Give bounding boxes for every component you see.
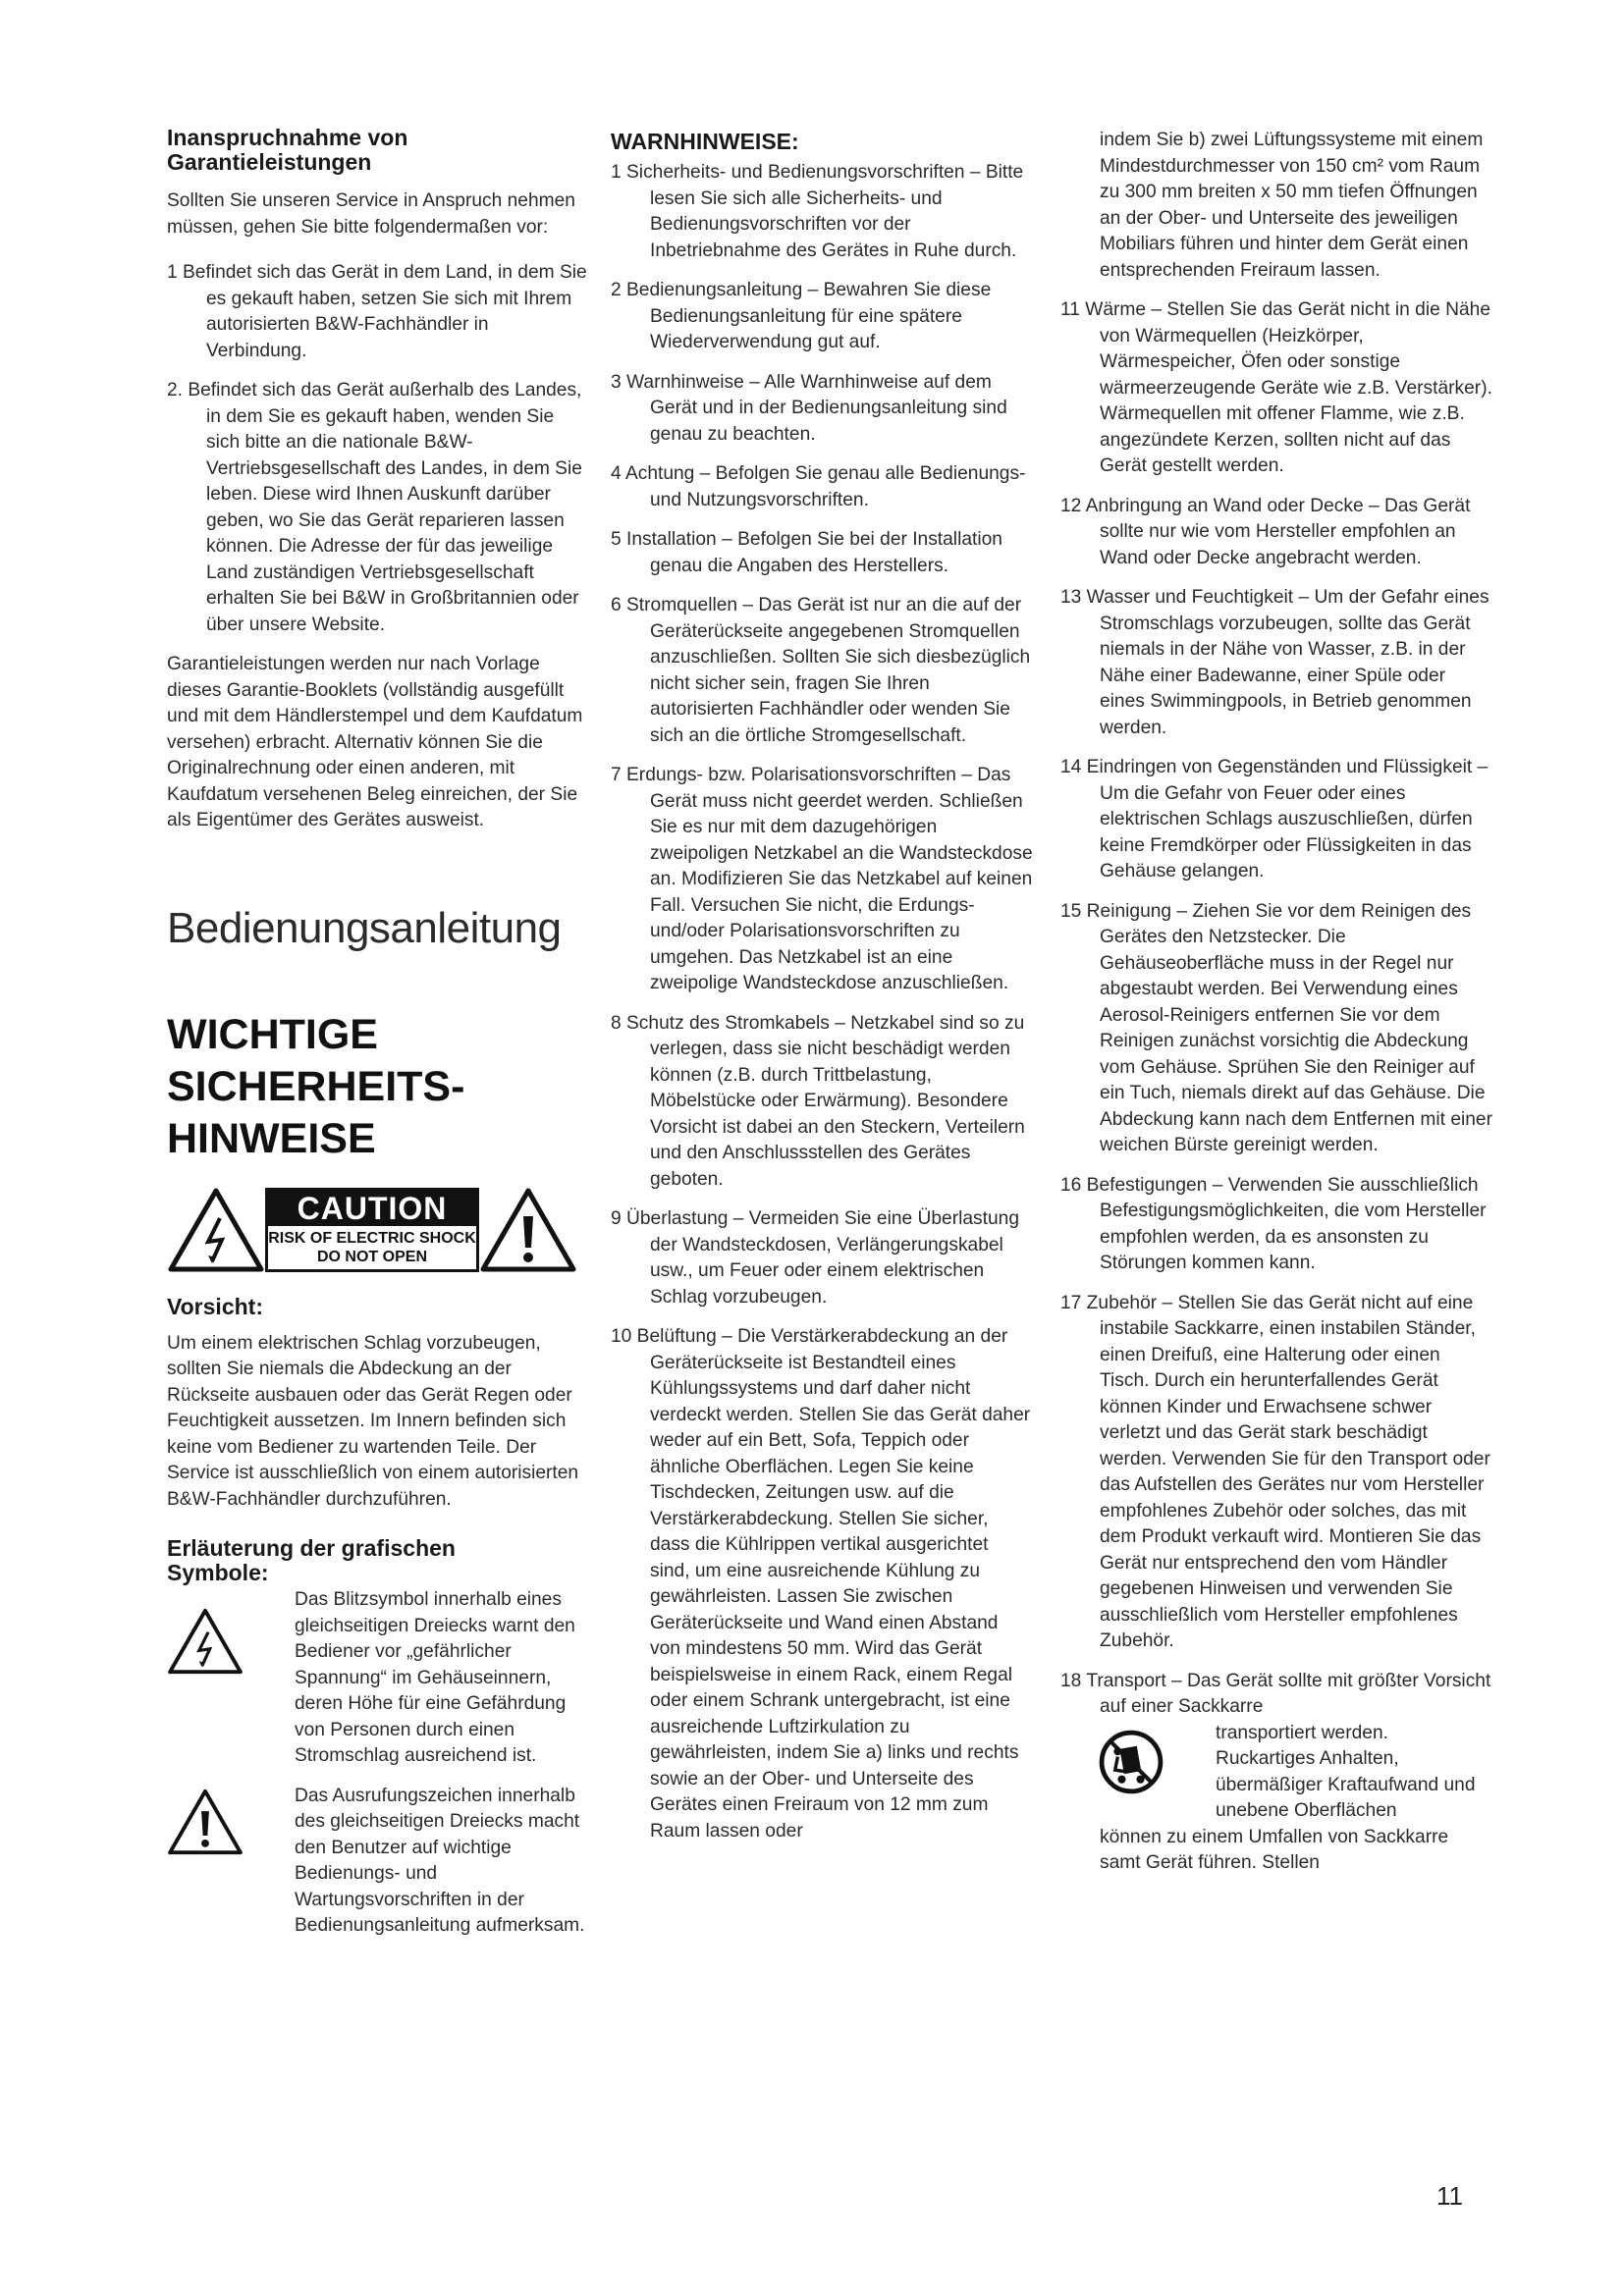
- symbol-exclaim-text: Das Ausrufungszeichen innerhalb des gleichseitigen Dreiecks macht den Benutzer auf wichtige Bedienungs- und Wartungsvorschriften in der Bedienungsanleitung aufmerksam.: [295, 1785, 585, 1936]
- safety-title: WICHTIGE SICHERHEITS-HINWEISE: [167, 1010, 465, 1162]
- caution-label: [167, 1187, 577, 1273]
- column-right: [1060, 128, 1492, 1877]
- warning-item-15: 15 Reinigung – Ziehen Sie vor dem Reinigen des Gerätes den Netzstecker. Die Gehäuseoberfläche muss in der Regel nur abgestaubt werden. Bei Verwendung eines Aerosol-Reinigers entfernen Sie vor dem Reinigen zunächst vorsichtig die Abdeckung vom Gehäuse. Sprühen Sie den Reiniger auf ein Tuch, niemals direkt auf das Gehäuse. Die Abdeckung kann nach dem Entfernen mit einer weichen Bürste gereinigt werden.: [1060, 900, 1492, 1155]
- warning-item-11: 11 Wärme – Stellen Sie das Gerät nicht in die Nähe von Wärmequellen (Heizkörper, Wärmespeicher, Öfen oder sonstige wärmeerzeugende Geräte wie z.B. Verstärker). Wärmequellen mit offener Flamme, wie z.B. angezündete Kerzen, sollten nicht auf das Gerät gestellt werden.: [1060, 299, 1492, 476]
- warning-item-2: 2 Bedienungsanleitung – Bewahren Sie diese Bedienungsanleitung für eine spätere Wiederverwendung gut auf.: [611, 280, 992, 352]
- warning-item-9: 9 Überlastung – Vermeiden Sie eine Überlastung der Wandsteckdosen, Verlängerungskabel usw., um Feuer oder einem elektrischen Schlag vorzubeugen.: [611, 1208, 1019, 1308]
- column-middle: [611, 126, 1033, 1844]
- symbol-lightning-icon-wrap: [167, 1587, 295, 1681]
- vorsicht-text: Um einem elektrischen Schlag vorzubeugen, sollten Sie niemals die Abdeckung an der Rückseite ausbauen oder das Gerät Regen oder Feuchtigkeit aussetzen. Im Innern befinden sich keine vom Bediener zu wartenden Teile. Der Service ist ausschließlich von einem autorisierten B&W-Fachhändler durchzuführen.: [167, 1332, 579, 1510]
- warning-item-10: 10 Belüftung – Die Verstärkerabdeckung an der Geräterückseite ist Bestandteil eines Kühlungssystems und darf daher nicht verdeckt werden. Stellen Sie das Gerät daher weder auf ein Bett, Sofa, Teppich oder ähnliche Oberflächen. Legen Sie keine Tischdecken, Zeitungen usw. auf die Verstärkerabdeckung. Stellen Sie sicher, dass die Kühlrippen vertikal ausgerichtet sind, um eine ausreichende Kühlung zu gewährleisten. Lassen Sie zwischen Geräterückseite und Wand einen Abstand von mindestens 50 mm. Wird das Gerät beispielsweise in einem Rack, einem Regal oder einem Schrank untergebracht, ist eine ausreichende Luftzirkulation zu gewährleisten, indem Sie a) links und rechts sowie an der Ober- und Unterseite des Gerätes einen Freiraum von 12 mm zum Raum lassen oder: [611, 1326, 1031, 1842]
- warning-item-13: 13 Wasser und Feuchtigkeit – Um der Gefahr eines Stromschlags vorzubeugen, sollte das Gerät niemals in der Nähe von Wasser, z.B. in der Nähe einer Badewanne, einer Spüle oder eines Swimmingpools, in Betrieb genommen werden.: [1060, 587, 1489, 738]
- warning-item-5: 5 Installation – Befolgen Sie bei der Installation genau die Angaben des Herstellers.: [611, 529, 1002, 576]
- warning-item-18-lead: 18 Transport – Das Gerät sollte mit größter Vorsicht auf einer Sackkarre: [1060, 1670, 1491, 1717]
- warning-item-14: 14 Eindringen von Gegenständen und Flüssigkeit – Um die Gefahr von Feuer oder eines elektrischen Schlags auszuschließen, dürfen keine Fremdkörper oder Flüssigkeiten in das Gehäuse gelangen.: [1060, 757, 1489, 881]
- symbol-lightning-row: [167, 1587, 591, 1770]
- guarantee-text: Garantieleistungen werden nur nach Vorlage dieses Garantie-Booklets (vollständig ausgefüllt und mit dem Händlerstempel und dem Kaufdatum versehen) erbracht. Alternativ können Sie die Originalrechnung oder einen anderen, mit Kaufdatum versehenen Beleg einreichen, der Sie als Eigentümer des Gerätes ausweist.: [167, 654, 583, 830]
- cart-warning-icon-wrap: [1060, 1721, 1216, 1800]
- warning-item-3: 3 Warnhinweise – Alle Warnhinweise auf dem Gerät und in der Bedienungsanleitung sind genau zu beachten.: [611, 371, 1007, 445]
- symbols-heading: Erläuterung der grafischen Symbole:: [167, 1535, 456, 1585]
- warnhinweise-heading: WARNHINWEISE:: [611, 129, 799, 154]
- transport-row: [1060, 1721, 1492, 1825]
- warning-item-16: 16 Befestigungen – Verwenden Sie ausschließlich Befestigungsmöglichkeiten, die vom Hersteller empfohlen werden, da es ansonsten zu Störungen kommen kann.: [1060, 1174, 1487, 1273]
- cart-tipover-icon: [1098, 1729, 1164, 1795]
- lightning-triangle-icon: [167, 1607, 244, 1676]
- guarantee-item-1: 1 Befindet sich das Gerät in dem Land, in dem Sie es gekauft haben, setzen Sie sich mit Ihrem autorisierten B&W-Fachhändler in Verbindung.: [167, 262, 587, 361]
- exclamation-warning-icon: [479, 1187, 577, 1273]
- warning-item-6: 6 Stromquellen – Das Gerät ist nur an die auf der Geräterückseite angegebenen Stromquellen anzuschließen. Sollten Sie sich diesbezüglich nicht sicher sein, fragen Sie Ihren autorisierten Fachhändler oder wenden Sie sich an die örtliche Stromgesellschaft.: [611, 595, 1031, 746]
- transport-tail-text: können zu einem Umfallen von Sackkarre samt Gerät führen. Stellen: [1100, 1826, 1449, 1873]
- warning-item-12: 12 Anbringung an Wand oder Decke – Das Gerät sollte nur wie vom Hersteller empfohlen an Wand oder Decke angebracht werden.: [1060, 495, 1471, 568]
- guarantee-item-2: 2. Befindet sich das Gerät außerhalb des Landes, in dem Sie es gekauft haben, wenden Sie sich bitte an die nationale B&W-Vertriebsgesellschaft des Landes, in dem Sie leben. Diese wird Ihnen Auskunft darüber geben, wo Sie das Gerät reparieren lassen können. Die Adresse der für das jeweilige Land zuständigen Vertriebsgesellschaft erhalten Sie bei B&W in Großbritannien oder über unsere Website.: [167, 380, 582, 635]
- symbol-exclaim-icon-wrap: [167, 1784, 295, 1861]
- warning-item-7: 7 Erdungs- bzw. Polarisationsvorschriften – Das Gerät muss nicht geerdet werden. Schließen Sie es nur mit dem dazugehörigen zweipoligen Netzkabel an die Wandsteckdose an. Modifizieren Sie das Netzkabel auf keinen Fall. Versuchen Sie nicht, die Erdungs- und/oder Polarisationsvorschriften zu umgehen. Das Netzkabel ist an eine zweipolige Wandsteckdose anzuschließen.: [611, 765, 1033, 993]
- warning-item-17: 17 Zubehör – Stellen Sie das Gerät nicht auf eine instabile Sackkarre, einen instabilen Ständer, einen Dreifuß, eine Halterung oder einen Tisch. Durch ein herunterfallendes Gerät können Kinder und Erwachsene schwer verletzt und das Gerät stark beschädigt werden. Verwenden Sie für den Transport oder das Aufstellen des Gerätes nur vom Hersteller empfohlenes Zubehör oder solches, das mit dem Produkt verkauft wird. Montieren Sie das Gerät nur entsprechend den vom Händler gegebenen Hinweisen und verwenden Sie ausschließlich vom Hersteller empfohlenes Zubehör.: [1060, 1292, 1490, 1651]
- symbol-lightning-text: Das Blitzsymbol innerhalb eines gleichseitigen Dreiecks warnt den Bediener vor „gefährlicher Spannung“ im Gehäuseinnern, deren Höhe für eine Gefährdung von Personen durch einen Stromschlag ausreichend ist.: [295, 1589, 575, 1766]
- symbol-exclaim-row: [167, 1784, 591, 1940]
- exclamation-triangle-icon: [167, 1788, 244, 1856]
- guarantee-intro: Sollten Sie unseren Service in Anspruch nehmen müssen, gehen Sie bitte folgendermaßen vor:: [167, 190, 575, 238]
- lightning-warning-icon: [167, 1187, 265, 1273]
- warning-item-8: 8 Schutz des Stromkabels – Netzkabel sind so zu verlegen, dass sie nicht beschädigt werden können (z.B. durch Trittbelastung, Möbelstücke oder Erwärmung). Besondere Vorsicht ist dabei an den Steckern, Verteilern und den Anschlussstellen des Gerätes geboten.: [611, 1012, 1025, 1190]
- vorsicht-heading: Vorsicht:: [167, 1293, 263, 1319]
- manual-title: Bedienungsanleitung: [167, 903, 562, 952]
- guarantee-heading: Inanspruchnahme von Garantieleistungen: [167, 125, 408, 175]
- caution-line-2: DO NOT OPEN: [316, 1248, 427, 1265]
- column-left: [167, 126, 591, 1940]
- transport-side-text: transportiert werden. Ruckartiges Anhalten, übermäßiger Kraftaufwand und unebene Oberflächen: [1216, 1722, 1476, 1821]
- caution-box: [265, 1188, 479, 1272]
- caution-word: CAUTION: [268, 1191, 476, 1226]
- caution-line-1: RISK OF ELECTRIC SHOCK: [268, 1229, 476, 1247]
- warning-item-1: 1 Sicherheits- und Bedienungsvorschriften – Bitte lesen Sie sich alle Sicherheits- und Bedienungsvorschriften vor der Inbetriebnahme des Gerätes in Ruhe durch.: [611, 162, 1024, 261]
- caution-text: [268, 1226, 476, 1269]
- page-number: 11: [1436, 2181, 1463, 2211]
- ventilation-continuation: indem Sie b) zwei Lüftungssysteme mit einem Mindestdurchmesser von 150 cm² vom Raum zu 300 mm breiten x 50 mm tiefen Öffnungen an der Ober- und Unterseite des jeweiligen Mobiliars führen und hinter dem Gerät einen entsprechenden Freiraum lassen.: [1100, 130, 1484, 281]
- warning-item-4: 4 Achtung – Befolgen Sie genau alle Bedienungs- und Nutzungsvorschriften.: [611, 463, 1026, 510]
